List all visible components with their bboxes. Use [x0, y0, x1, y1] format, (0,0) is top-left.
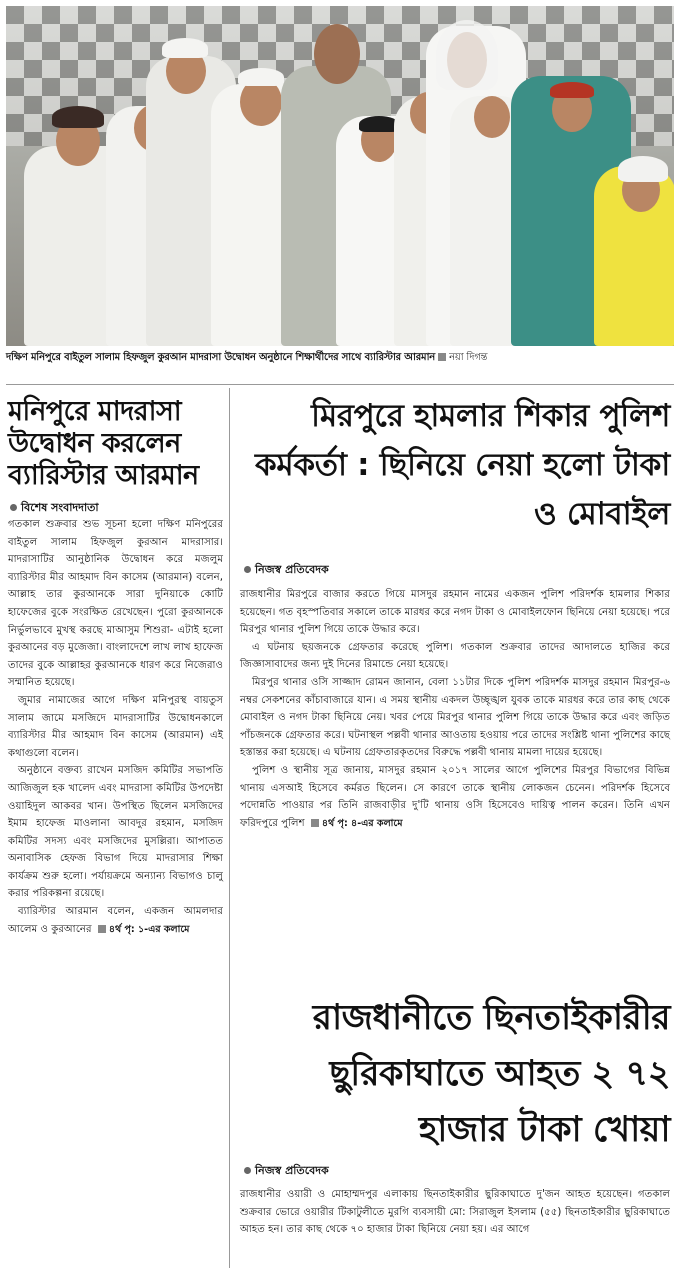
bottom-headline: রাজধানীতে ছিনতাইকারীর ছুরিকাঘাতে আহত ২ ৭২ হাজার টাকা খোয়া	[312, 998, 670, 1150]
paragraph: রাজধানীর মিরপুরে বাজার করতে গিয়ে মাসদুর রহমান নামের একজন পুলিশ পরিদর্শক হামলার শিকার হয়েছেন। গত বৃহস্পতিবার সকালে তাকে মারধর করে নগদ টাকা ও মোবাইলফোন ছিনিয়ে নেয়া হয়েছে। পরে মিরপুর থানার পুলিশ গিয়ে তাকে উদ্ধার করে।	[240, 589, 670, 636]
main-byline: নিজস্ব প্রতিবেদক	[244, 561, 329, 580]
column-divider	[229, 388, 230, 1268]
bullet-icon	[244, 1167, 251, 1174]
bullet-icon	[10, 504, 17, 511]
left-article-body	[8, 516, 223, 938]
jump-link[interactable]: ৪র্থ পৃ: ১-এর কলামে	[108, 923, 190, 935]
jump-marker	[98, 925, 106, 933]
news-photo	[6, 6, 674, 346]
caption-marker	[438, 353, 446, 361]
paragraph: জুমার নামাজের আগে দক্ষিণ মনিপুরস্থ বায়তুস সালাম জামে মসজিদে মাদরাসাটির উদ্বোধনকালে ব্যারিস্টার মীর আহমাদ বিন কাসেম (আরমান) এই কথাগুলো বলেন।	[8, 694, 223, 759]
paragraph: পুলিশ ও স্থানীয় সূত্র জানায়, মাসদুর রহমান ২০১৭ সালের আগে পুলিশের মিরপুর বিভাগের বিভিন্ন থানায় এসআই হিসেবে কর্মরত ছিলেন। সে কারণে তাকে স্থানীয় লোকজন চেনেন। পরিদর্শক হিসেবে পদোন্নতি পাওয়ার পর তিনি রাজবাড়ীর দু'টি থানায় ওসি হিসেবেও দায়িত্ব পালন করেন। তিনি এখন ফরিদপুরে পুলিশ ৪র্থ পৃ: ৪-এর কলামে	[240, 764, 670, 829]
paragraph: মিরপুর থানার ওসি সাজ্জাদ রোমন জানান, বেলা ১১টার দিকে পুলিশ পরিদর্শক মাসদুর রহমান মিরপুর-৬ নম্বর সেকশনের কাঁচাবাজারে যান। এ সময় স্থানীয় একদল উচ্ছৃঙ্খল যুবক তাকে মারধর করে তার কাছ থেকে মোবাইল ও নগদ টাকা ছিনিয়ে নেয়। খবর পেয়ে মিরপুর থানার পুলিশ গিয়ে তাকে উদ্ধার করে এবং জড়িত পাঁচজনকে গ্রেফতার করে। ঘটনাস্থল পল্লবী থানার আওতায় হওয়ায় পরে তাদের সংশ্লিষ্ট থানা পুলিশের কাছে হস্তান্তর করা হয়েছে। এ ঘটনায় গ্রেফতারকৃতদের বিরুদ্ধে পল্লবী থানায় মামলা দায়ের হয়েছে।	[240, 676, 670, 759]
paragraph: গতকাল শুক্রবার শুভ সূচনা হলো দক্ষিণ মনিপুরের বাইতুল সালাম হিফজুল কুরআন মাদরাসার। মাদরাসাটির আনুষ্ঠানিক উদ্বোধন করে মজলুম ব্যারিস্টার মীর আহমাদ বিন কাসেম (আরমান) বলেন, আল্লাহ তার কুরআনকে সারা দুনিয়াকে কোটি হাফেজের বুকে সংরক্ষিত রেখেছেন। পুরো কুরআনকে নির্ভুলভাবে মুখস্থ করছে মাআসুম শিশুরা- এটাই হলো কুরআনের বড় মুজেজা। বাংলাদেশে লাখ লাখ হাফেজ তাদের বুকে আল্লাহর কুরআনকে ধারণ করে নিজেরাও সম্মানিত হয়েছে।	[8, 519, 223, 689]
left-byline: বিশেষ সংবাদদাতা	[10, 499, 99, 518]
bottom-byline: নিজস্ব প্রতিবেদক	[244, 1162, 329, 1181]
caption-rule	[6, 384, 674, 385]
left-headline: মনিপুরে মাদরাসা উদ্বোধন করলেন ব্যারিস্টার আরমান	[8, 396, 199, 491]
photo-caption: দক্ষিণ মনিপুরে বাইতুল সালাম হিফজুল কুরআন মাদরাসা উদ্বোধন অনুষ্ঠানে শিক্ষার্থীদের সাথে ব্যারিস্টার আরমান নয়া দিগন্ত	[6, 352, 488, 363]
main-headline: মিরপুরে হামলার শিকার পুলিশ কর্মকর্তা : ছিনিয়ে নেয়া হলো টাকা ও মোবাইল	[255, 398, 670, 532]
jump-link[interactable]: ৪র্থ পৃ: ৪-এর কলামে	[321, 817, 403, 829]
paragraph: ব্যারিস্টার আরমান বলেন, একজন আমলদার আলেম ও কুরআনের ৪র্থ পৃ: ১-এর কলামে	[8, 906, 223, 935]
photo-source: নয়া দিগন্ত	[449, 352, 488, 363]
paragraph: এ ঘটনায় ছয়জনকে গ্রেফতার করেছে পুলিশ। গতকাল শুক্রবার তাদের আদালতে হাজির করে জিজ্ঞাসাবাদের জন্য দুই দিনের রিমান্ডে নেয়া হয়েছে।	[240, 641, 670, 671]
bottom-article-body	[240, 1186, 670, 1239]
bullet-icon	[244, 566, 251, 573]
jump-marker	[311, 819, 319, 827]
paragraph: রাজধানীর ওয়ারী ও মোহাম্মদপুর এলাকায় ছিনতাইকারীর ছুরিকাঘাতে দু'জন আহত হয়েছেন। গতকাল শুক্রবার ভোরে ওয়ারীর টিকাটুলীতে মুরগি ব্যবসায়ী মো: সিরাজুল ইসলাম (৫৫) ছিনতাইকারীর ছুরিকাঘাতে আহত হন। তার কাছ থেকে ৭০ হাজার টাকা ছিনিয়ে নেয়া হয়। এর আগে	[240, 1189, 670, 1236]
main-article-body	[240, 586, 670, 832]
paragraph: অনুষ্ঠানে বক্তব্য রাখেন মসজিদ কমিটির সভাপতি আজিজুল হক খালেদ এবং মাদরাসা কমিটির উপদেষ্টা ওয়াহিদুল আকবর খান। উপস্থিত ছিলেন মসজিদের ইমাম হাফেজ মাওলানা আবদুর রহমান, মসজিদ কমিটির সদস্য এবং মসজিদের মুসল্লিরা। আপাতত অনাবাসিক হেফজ বিভাগ দিয়ে মাদরাসার শিক্ষা কার্যক্রম শুরু হলো। পর্যায়ক্রমে অন্যান্য বিভাগও চালু করার পরিকল্পনা রয়েছে।	[8, 765, 223, 900]
